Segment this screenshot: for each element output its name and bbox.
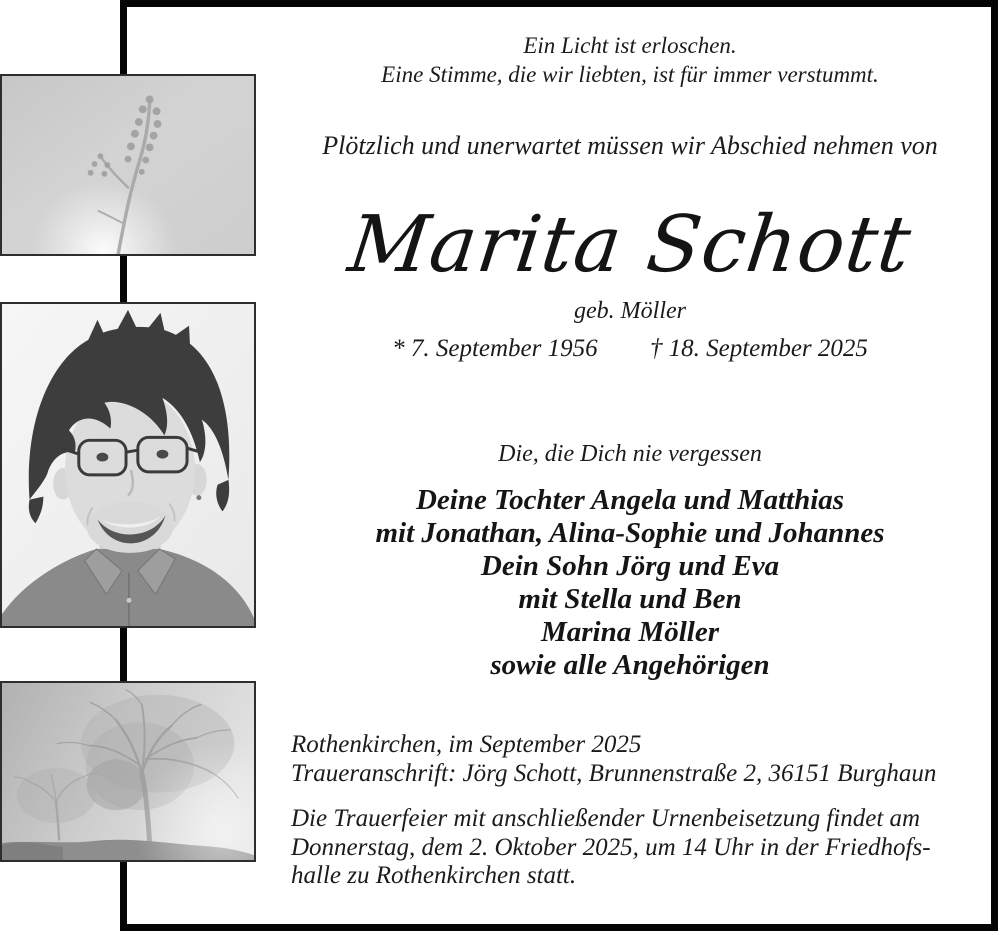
funeral-info xyxy=(291,805,981,891)
funeral-line-3: halle zu Rothenkirchen statt. xyxy=(291,862,577,889)
portrait-photo xyxy=(0,302,256,628)
birth-date: * 7. September 1956 xyxy=(392,335,598,362)
verse-line-2: Eine Stimme, die wir liebten, ist für immer verstummt. xyxy=(381,62,879,87)
mourner-line: Marina Möller xyxy=(540,616,720,648)
trees-fog-image xyxy=(2,683,254,860)
closing-block xyxy=(291,731,981,891)
mourner-line: Dein Sohn Jörg und Eva xyxy=(480,550,780,582)
place-date-line: Rothenkirchen, im September 2025 xyxy=(291,731,642,758)
death-date: † 18. September 2025 xyxy=(649,335,868,362)
intro-line: Plötzlich und unerwartet müssen wir Abschied nehmen von xyxy=(322,131,938,160)
mourner-line: sowie alle Angehörigen xyxy=(490,649,770,681)
mourner-line: mit Stella und Ben xyxy=(518,583,742,615)
memorial-verse xyxy=(265,31,995,89)
funeral-line-2: Donnerstag, dem 2. Oktober 2025, um 14 Uhr in der Friedhofs- xyxy=(291,833,931,861)
mourner-line: mit Jonathan, Alina-Sophie und Johannes xyxy=(375,517,885,549)
plant-fog-photo xyxy=(0,74,256,256)
mourners-intro: Die, die Dich nie vergessen xyxy=(498,441,762,467)
address-line: Traueranschrift: Jörg Schott, Brunnenstraße 2, 36151 Burghaun xyxy=(291,759,937,787)
trees-fog-photo xyxy=(0,681,256,862)
life-dates xyxy=(265,335,995,363)
birth-name: geb. Möller xyxy=(574,298,686,324)
mourner-line: Deine Tochter Angela und Matthias xyxy=(415,484,845,516)
mourners-list xyxy=(265,484,995,682)
funeral-line-1: Die Trauerfeier mit anschließender Urnenbeisetzung findet am xyxy=(291,805,921,832)
plant-fog-image xyxy=(2,76,254,254)
deceased-name: Marita Schott xyxy=(343,200,917,290)
verse-line-1: Ein Licht ist erloschen. xyxy=(523,33,737,58)
portrait-image xyxy=(2,304,254,626)
